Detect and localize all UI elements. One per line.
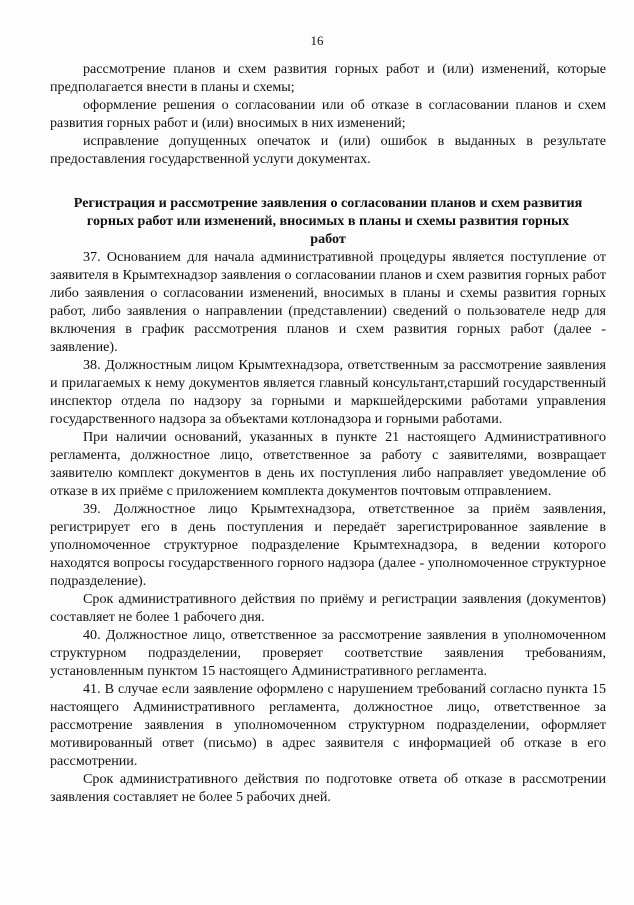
paragraph-40: 40. Должностное лицо, ответственное за рассмотрение заявления в уполномоченном структурном подразделении, проверяет соответствие заявления требованиям, установленным пунктом 15 настоящего Административного регламента. [50,627,606,679]
paragraph: рассмотрение планов и схем развития горных работ и (или) изменений, которые предполагается внести в планы и схемы; [50,61,606,95]
page-number: 16 [310,33,324,48]
paragraph: При наличии оснований, указанных в пункте 21 настоящего Административного регламента, должностное лицо, ответственное за работу с заявителями, возвращает заявителю комплект документов в день их поступления либо направляет уведомление об отказе в их приёме с приложением комплекта документов почтовым отправлением. [50,429,606,499]
paragraph-39: 39. Должностное лицо Крымтехнадзора, ответственное за приём заявления, регистрирует его в день поступления и передаёт зарегистрированное заявление в уполномоченное структурное подразделение Крымтехнадзора, в ведении которого находятся вопросы государственного горного надзора (далее - уполномоченное структурное подразделение). [50,501,606,589]
paragraph: оформление решения о согласовании или об отказе в согласовании планов и схем развития горных работ и (или) вносимых в них изменений; [50,97,606,131]
section-title: Регистрация и рассмотрение заявления о согласовании планов и схем развития горных работ или изменений, вносимых в планы и схемы развития горных работ [73,195,583,247]
paragraph: исправление допущенных опечаток и (или) ошибок в выданных в результате предоставления государственной услуги документах. [50,133,606,167]
paragraph: Срок административного действия по подготовке ответа об отказе в рассмотрении заявления составляет не более 5 рабочих дней. [50,771,606,805]
paragraph-41: 41. В случае если заявление оформлено с нарушением требований согласно пункта 15 настоящего Административного регламента, должностное лицо, ответственное за рассмотрение заявления в уполномоченном структурном подразделении, оформляет мотивированный ответ (письмо) в адрес заявителя с информацией об отказе в его рассмотрении. [50,681,606,769]
paragraph-37: 37. Основанием для начала административной процедуры является поступление от заявителя в Крымтехнадзор заявления о согласовании планов и схем развития горных работ либо заявления о согласовании изменений, вносимых в планы и схемы развития горных работ, либо заявления о направлении (представлении) сведений о пользователе недр для включения в график рассмотрения планов и схем развития горных работ (далее - заявление). [50,249,606,355]
paragraph: Срок административного действия по приёму и регистрации заявления (документов) составляет не более 1 рабочего дня. [50,591,606,625]
document-body [50,60,606,806]
paragraph-38: 38. Должностным лицом Крымтехнадзора, ответственным за рассмотрение заявления и прилагаемых к нему документов является главный консультант,старший государственный инспектор отдела по надзору за горными и маркшейдерскими работами управления государственного надзора за объектами котлонадзора и горными работами. [50,357,606,427]
